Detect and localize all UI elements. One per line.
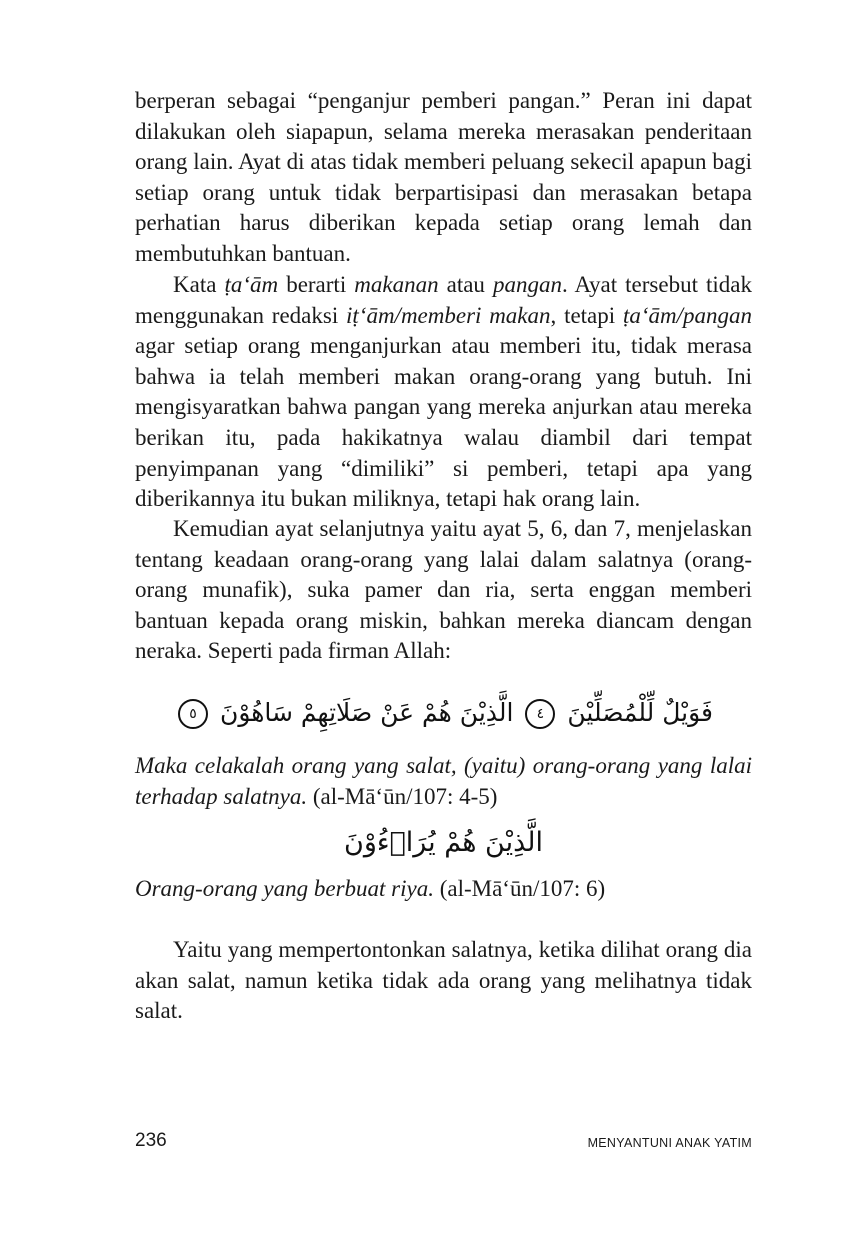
term-pangan: pangan	[492, 272, 562, 297]
paragraph-2-text: Kata	[173, 272, 225, 297]
term-itam: iṭ‘ām/memberi makan	[346, 302, 551, 328]
quran-verse-4-5	[135, 688, 752, 738]
term-taam: ṭa‘ām	[224, 272, 279, 297]
paragraph-1	[135, 86, 752, 270]
paragraph-2-text: . Ayat tersebut tidak menggunakan redaksi	[135, 272, 752, 328]
running-head: MENYANTUNI ANAK YATIM	[587, 1136, 752, 1150]
translation-4-5-text: Maka celakalah orang yang salat, (yaitu) orang-orang yang lalai terhadap salatnya.	[135, 753, 752, 809]
page-number: 236	[135, 1130, 167, 1151]
verse-6-text: الَّذِيْنَ هُمْ يُرَاۤءُوْنَ	[343, 827, 544, 858]
paragraph-2-text: atau	[438, 272, 493, 297]
term-taam-pangan: ṭa‘ām/pangan	[622, 302, 752, 328]
verse-5-text: الَّذِيْنَ هُمْ عَنْ صَلَاتِهِمْ سَاهُوْنَ	[219, 698, 514, 727]
translation-6	[135, 874, 752, 905]
paragraph-4	[135, 935, 752, 1027]
paragraph-4-text: Yaitu yang mempertontonkan salatnya, ketika dilihat orang dia akan salat, namun ketika tidak ada orang yang melihatnya tidak salat.	[135, 937, 752, 1024]
page-footer	[135, 1130, 752, 1160]
term-makanan: makanan	[354, 272, 439, 297]
paragraph-1-text: berperan sebagai “penganjur pemberi pangan.” Peran ini dapat dilakukan oleh siapapun, selama mereka merasakan penderitaan orang lain. Ayat di atas tidak memberi peluang sekecil apapun bagi setiap orang untuk tidak berpartisipasi dan merasakan betapa perhatian harus diberikan kepada setiap orang lemah dan membutuhkan bantuan.	[135, 88, 752, 266]
quran-verse-6	[135, 818, 752, 868]
verse-4-text: فَوَيْلٌ لِّلْمُصَلِّيْنَ	[567, 698, 713, 727]
paragraph-2-text: , tetapi	[550, 302, 623, 328]
ayah-number-5: ٥	[178, 699, 208, 729]
paragraph-2-text: berarti	[278, 272, 355, 297]
translation-6-reference: (al-Mā‘ūn/107: 6)	[433, 876, 606, 901]
paragraph-2-text: agar setiap orang menganjurkan atau memberi itu, tidak merasa bahwa ia telah memberi makan orang-orang yang butuh. Ini mengisyaratkan bahwa pangan yang mereka anjurkan atau mereka berikan itu, pada hakikatnya walau diambil dari tempat penyimpanan yang “dimiliki” si pemberi, tetapi apa yang diberikannya itu bukan miliknya, tetapi hak orang lain.	[135, 333, 752, 512]
translation-4-5	[135, 751, 752, 812]
translation-4-5-reference: (al-Mā‘ūn/107: 4-5)	[307, 783, 498, 809]
paragraph-2	[135, 270, 752, 515]
paragraph-3	[135, 514, 752, 667]
translation-6-text: Orang-orang yang berbuat riya.	[135, 876, 434, 901]
ayah-number-4: ٤	[525, 699, 555, 729]
paragraph-3-text: Kemudian ayat selanjutnya yaitu ayat 5, 6, dan 7, menjelaskan tentang keadaan orang-orang yang lalai dalam salatnya (orang-orang munafik), suka pamer dan ria, serta enggan memberi bantuan kepada orang miskin, bahkan mereka diancam dengan neraka. Seperti pada firman Allah:	[135, 516, 752, 664]
